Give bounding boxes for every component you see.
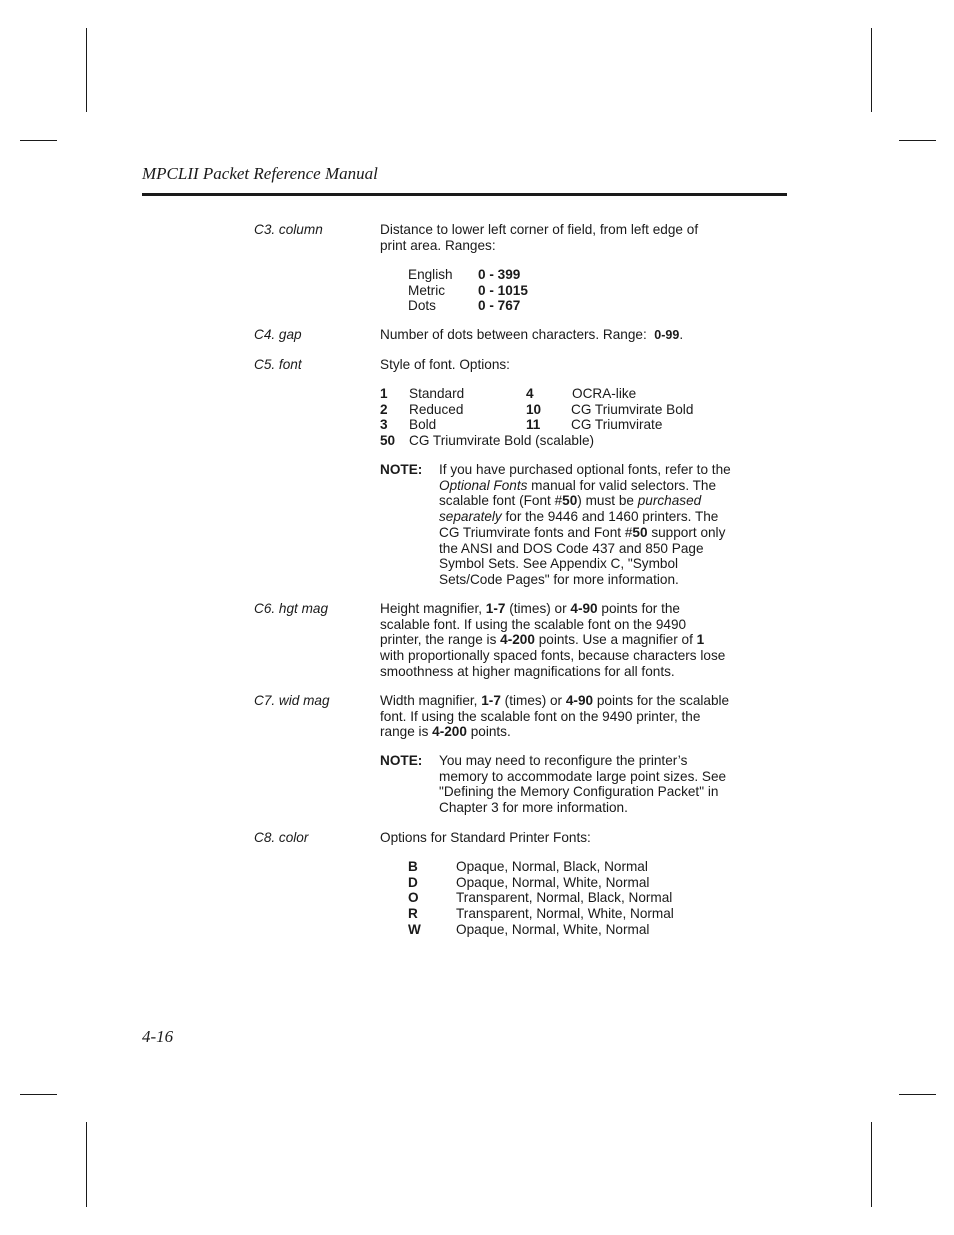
- option-number: 2: [380, 401, 388, 417]
- crop-mark: [899, 140, 936, 141]
- option-desc: Transparent, Normal, White, Normal: [456, 906, 674, 922]
- desc-bold: 4-200: [500, 632, 535, 648]
- note-span: ) must be: [577, 493, 638, 509]
- note-text: [439, 462, 731, 588]
- range-label: Dots: [408, 298, 436, 314]
- option-code: R: [408, 906, 418, 922]
- field-term: C3. column: [254, 222, 323, 237]
- field-term: C7. wid mag: [254, 693, 330, 708]
- note-line: You may need to reconfigure the printer’s: [439, 753, 688, 768]
- note-line: Symbol Sets. See Appendix C, "Symbol: [439, 556, 679, 572]
- option-name: Reduced: [409, 401, 464, 417]
- option-name: Standard: [409, 386, 465, 401]
- note-span: CG Triumvirate fonts and Font #: [439, 524, 633, 540]
- note-span: manual for valid selectors. The: [527, 477, 717, 493]
- desc-line: smoothness at higher magnifications for all fonts.: [380, 663, 675, 679]
- crop-mark: [20, 140, 57, 141]
- desc-bold: 4-90: [565, 693, 594, 708]
- crop-mark: [86, 28, 87, 112]
- crop-mark: [871, 28, 872, 112]
- option-code: D: [408, 874, 418, 890]
- option-desc: Opaque, Normal, White, Normal: [456, 921, 650, 937]
- desc-line: scalable font. If using the scalable font on the 9490: [380, 616, 687, 632]
- note-emphasis: separately: [439, 509, 502, 525]
- option-code: O: [408, 890, 419, 906]
- desc-bold: 1-7: [481, 693, 501, 708]
- note-line: Sets/Code Pages" for more information.: [439, 571, 679, 587]
- range-label: Metric: [408, 282, 446, 298]
- desc-line: Options for Standard Printer Fonts:: [380, 830, 591, 845]
- field-term: C5. font: [254, 357, 302, 372]
- option-number: 50: [380, 433, 396, 449]
- option-number: 10: [526, 401, 542, 417]
- desc-bold: 1-7: [485, 601, 506, 616]
- note-span: support only: [647, 524, 726, 540]
- desc-span: range is: [380, 724, 433, 740]
- note-bold: 50: [562, 493, 578, 509]
- field-term: C6. hgt mag: [254, 601, 329, 616]
- page-number: 4-16: [142, 1027, 174, 1046]
- desc-line: [380, 724, 790, 740]
- option-number: 3: [380, 417, 388, 433]
- note-line: [439, 478, 731, 494]
- desc-line: [380, 632, 790, 648]
- crop-mark: [86, 1122, 87, 1207]
- option-name: CG Triumvirate Bold: [571, 401, 694, 417]
- range-value: 0 - 399: [478, 267, 521, 282]
- range-value: 0 - 767: [478, 298, 521, 314]
- field-description: [380, 222, 790, 253]
- crop-mark: [871, 1122, 872, 1207]
- desc-line: with proportionally spaced fonts, because characters lose: [380, 648, 726, 664]
- desc-span: Height magnifier,: [380, 601, 486, 616]
- desc-span: Width magnifier,: [380, 693, 482, 708]
- note-text: [439, 753, 726, 816]
- desc-line: font. If using the scalable font on the 9490 printer, the: [380, 708, 701, 724]
- field-term: C4. gap: [254, 327, 302, 342]
- note-line: memory to accommodate large point sizes. See: [439, 768, 727, 784]
- note-line: [439, 509, 731, 525]
- note-emphasis: purchased: [637, 493, 702, 509]
- note-line: Chapter 3 for more information.: [439, 800, 628, 816]
- note-line: If you have purchased optional fonts, refer to the: [439, 462, 731, 477]
- desc-span: printer, the range is: [380, 632, 501, 648]
- option-number: 11: [526, 417, 541, 433]
- option-code: B: [408, 859, 418, 874]
- field-description: [380, 693, 790, 740]
- desc-line: Style of font. Options:: [380, 357, 510, 372]
- field-term: C8. color: [254, 830, 309, 845]
- note-label: NOTE:: [380, 462, 423, 477]
- desc-bold: 1: [696, 632, 705, 648]
- note-span: for the 9446 and 1460 printers. The: [501, 509, 719, 525]
- option-name: OCRA-like: [572, 386, 637, 401]
- crop-mark: [899, 1094, 936, 1095]
- desc-line: Distance to lower left corner of field, from left edge of: [380, 222, 699, 237]
- option-code: W: [408, 921, 421, 937]
- note-line: [439, 493, 731, 509]
- option-number: 4: [526, 386, 534, 401]
- desc-span: points. Use a magnifier of: [534, 632, 697, 648]
- field-description: [380, 357, 790, 373]
- range-value: 0 - 1015: [478, 282, 528, 298]
- header-rule: [142, 193, 787, 196]
- option-desc: Opaque, Normal, White, Normal: [456, 874, 650, 890]
- desc-line: [380, 601, 790, 617]
- desc-text: Number of dots between characters. Range:: [380, 327, 647, 342]
- crop-mark: [20, 1094, 57, 1095]
- note-span: scalable font (Font #: [439, 493, 563, 509]
- option-name: CG Triumvirate: [571, 417, 663, 433]
- desc-line: print area. Ranges:: [380, 237, 496, 253]
- desc-text: .: [679, 327, 684, 342]
- desc-bold: 4-200: [432, 724, 467, 740]
- note-line: "Defining the Memory Configuration Packet" in: [439, 784, 719, 800]
- note-bold: 50: [632, 524, 648, 540]
- desc-bold: 4-90: [570, 601, 598, 616]
- note-label: NOTE:: [380, 753, 423, 768]
- option-desc: Opaque, Normal, Black, Normal: [456, 859, 648, 874]
- note-line: the ANSI and DOS Code 437 and 850 Page: [439, 540, 704, 556]
- option-desc: Transparent, Normal, Black, Normal: [456, 890, 673, 906]
- desc-span: (times) or: [500, 693, 566, 708]
- desc-span: (times) or: [505, 601, 571, 616]
- option-name: CG Triumvirate Bold (scalable): [409, 433, 595, 449]
- field-description: [380, 601, 790, 680]
- desc-span: points for the scalable: [593, 693, 730, 708]
- desc-line: [380, 693, 790, 709]
- option-number: 1: [380, 386, 388, 401]
- option-name: Bold: [409, 417, 437, 433]
- field-description: [380, 830, 790, 846]
- field-description: [380, 327, 790, 344]
- range-value: 0-99: [654, 328, 680, 342]
- desc-span: points.: [466, 724, 511, 740]
- desc-span: points for the: [597, 601, 680, 616]
- range-label: English: [408, 267, 453, 282]
- note-emphasis: Optional Fonts: [439, 477, 528, 493]
- note-line: [439, 525, 731, 541]
- running-header-title: MPCLII Packet Reference Manual: [142, 164, 378, 183]
